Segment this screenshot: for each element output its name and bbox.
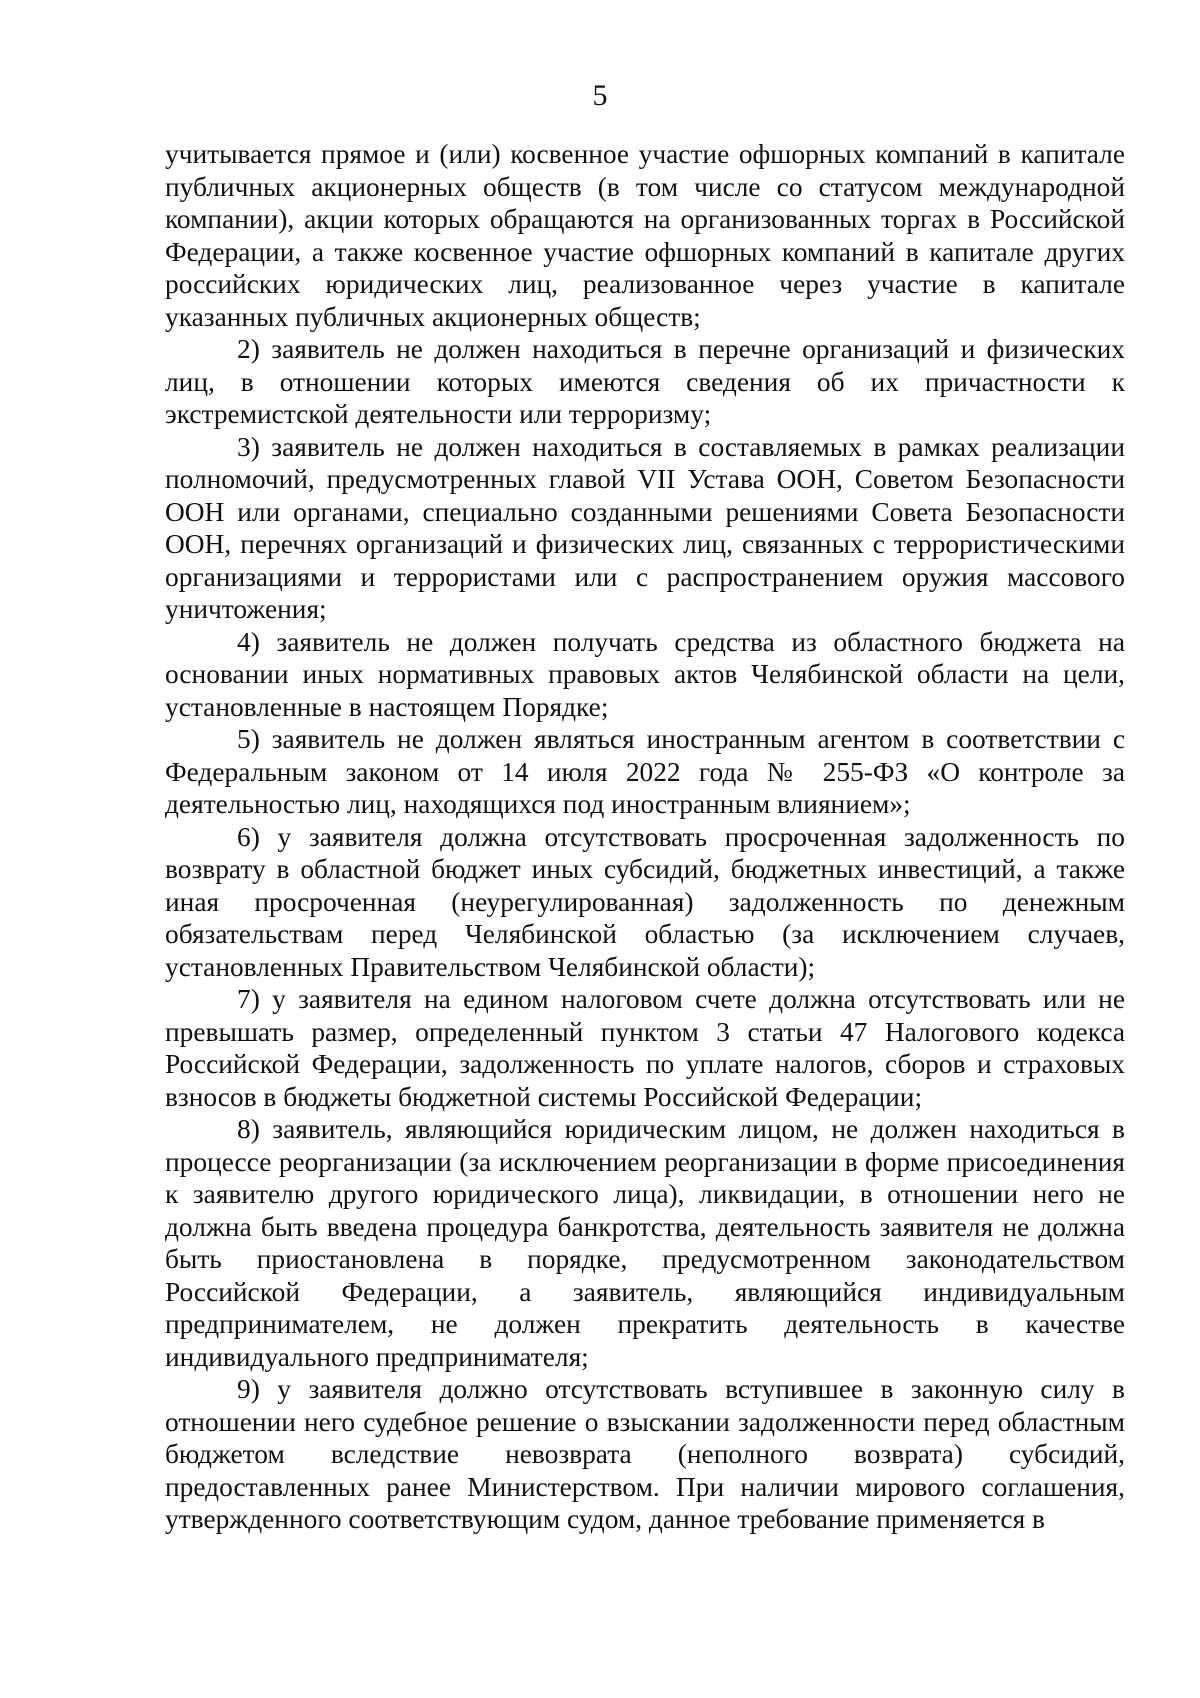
- document-body: [165, 138, 1125, 1536]
- paragraph-item-8: 8) заявитель, являющийся юридическим лицом, не должен находиться в процессе реорганизации (за исключением реорганизации в форме присоединения к заявителю другого юридического лица), ликвидации, в отношении него не должна быть введена процедура банкротства, деятельность заявителя не должна быть приостановлена в порядке, предусмотренном законодательством Российской Федерации, а заявитель, являющийся индивидуальным предпринимателем, не должен прекратить деятельность в качестве индивидуального предпринимателя;: [165, 1114, 1125, 1372]
- paragraph-item-3: 3) заявитель не должен находиться в составляемых в рамках реализации полномочий, предусмотренных главой VII Устава ООН, Советом Безопасности ООН или органами, специально созданными решениями Совета Безопасности ООН, перечнях организаций и физических лиц, связанных с террористическими организациями и террористами или с распространением оружия массового уничтожения;: [165, 431, 1125, 624]
- paragraph-item-7: 7) у заявителя на едином налоговом счете должна отсутствовать или не превышать размер, определенный пунктом 3 статьи 47 Налогового кодекса Российской Федерации, задолженность по уплате налогов, сборов и страховых взносов в бюджеты бюджетной системы Российской Федерации;: [165, 984, 1125, 1112]
- paragraph-item-5: 5) заявитель не должен являться иностранным агентом в соответствии с Федеральным законом от 14 июля 2022 года № 255-ФЗ «О контроле за деятельностью лиц, находящихся под иностранным влиянием»;: [165, 724, 1125, 819]
- paragraph-item-4: 4) заявитель не должен получать средства из областного бюджета на основании иных нормативных правовых актов Челябинской области на цели, установленные в настоящем Порядке;: [165, 626, 1125, 722]
- paragraph-item-6: 6) у заявителя должна отсутствовать просроченная задолженность по возврату в областной бюджет иных субсидий, бюджетных инвестиций, а также иная просроченная (неурегулированная) задолженность по денежным обязательствам перед Челябинской областью (за исключением случаев, установленных Правительством Челябинской области);: [165, 821, 1125, 982]
- paragraph-item-9: 9) у заявителя должно отсутствовать вступившее в законную силу в отношении него судебное решение о взыскании задолженности перед областным бюджетом вследствие невозврата (неполного возврата) субсидий, предоставленных ранее Министерством. При наличии мирового соглашения, утвержденного соответствующим судом, данное требование применяется в: [165, 1374, 1125, 1534]
- page-number: 5: [592, 79, 608, 112]
- paragraph-item-2: 2) заявитель не должен находиться в перечне организаций и физических лиц, в отношении которых имеются сведения об их причастности к экстремистской деятельности или терроризму;: [165, 334, 1125, 429]
- paragraph-continuation: учитывается прямое и (или) косвенное участие офшорных компаний в капитале публичных акционерных обществ (в том числе со статусом международной компании), акции которых обращаются на организованных торгах в Российской Федерации, а также косвенное участие офшорных компаний в капитале других российских юридических лиц, реализованное через участие в капитале указанных публичных акционерных обществ;: [165, 139, 1125, 332]
